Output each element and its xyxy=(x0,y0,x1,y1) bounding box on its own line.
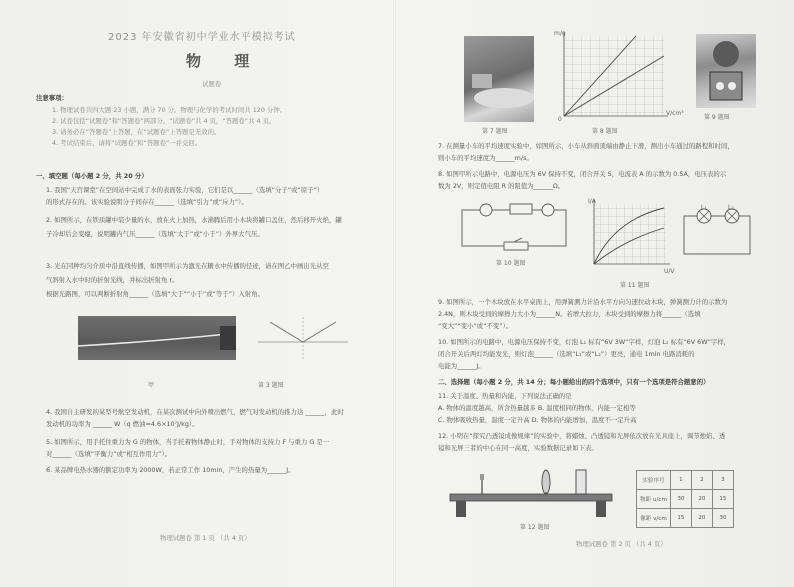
question-line: 根据光路图，可以判断折射角______（选填“大于”“小于”或“等于”）入射角。 xyxy=(46,290,264,298)
notice-item: 3. 请务必在“答题卷”上答题，在“试题卷”上答题是无效的。 xyxy=(52,128,221,136)
table-cell: 15 xyxy=(670,509,691,528)
table-cell: 15 xyxy=(712,490,733,509)
question-line: 发动机的功率为 ______ W（q 燃油=4.6×10⁷J/kg）。 xyxy=(46,420,199,428)
fig3-right-caption: 第 3 题图 xyxy=(258,382,284,389)
current-voltage-graph xyxy=(584,200,672,276)
graph-ylabel: m/g xyxy=(554,30,566,37)
subtitle: 试题卷 xyxy=(202,80,222,88)
table-row xyxy=(637,509,734,528)
table-cell: 30 xyxy=(712,509,733,528)
graph-xlabel: V/cm³ xyxy=(666,110,684,117)
question-line: 7. 在测量小车的平均速度实验中，如图所示，小车从斜面顶端由静止下滑，测出小车通过的路程和时间， xyxy=(438,142,734,150)
lamp1-label: L₁ xyxy=(701,204,707,211)
fig12-caption: 第 12 题图 xyxy=(520,524,550,531)
lamp2-label: L₂ xyxy=(728,204,734,211)
question-line: “变大”“变小”或“不变”）。 xyxy=(438,322,513,330)
question-line: 1. 我国“天宫课堂”在空间站中完成了水的表面张力实验，它们是以______（选填“分子”或“原子”） xyxy=(46,186,324,194)
question-line: C. 物体吸收热量，温度一定升高 D. 物体的内能增加，温度不一定升高 xyxy=(438,416,637,424)
hand-photo xyxy=(464,36,534,122)
question-line: 10. 如图所示的电路中，电源电压保持不变，灯泡 L₁ 标有“6V 3W”字样，灯泡 L₂ 标有“6V 6W”字样， xyxy=(438,338,731,346)
exam-title: 2023 年安徽省初中学业水平模拟考试 xyxy=(108,32,296,43)
lamp-circuit xyxy=(680,206,754,260)
question-line: 子冷却后会变瘪，说明罐内气压______（选填“大于”或“小于”）外界大气压。 xyxy=(46,230,264,238)
table-cell: 30 xyxy=(670,490,691,509)
page-footer: 物理试题卷 第 1 页 （共 4 页） xyxy=(160,534,251,542)
question-line: 5. 如图所示，用手托住重力为 G 的物体，当手托着物体静止时，手对物体的支持力 F 与重力 G 是一 xyxy=(46,438,330,446)
notice-item: 4. 考试结束后，请将“试题卷”和“答题卷”一并交回。 xyxy=(52,139,202,147)
question-line: 电能为______J。 xyxy=(438,362,485,370)
question-line: 则小车的平均速度为______m/s。 xyxy=(438,154,533,162)
refraction-diagram xyxy=(258,312,348,362)
question-line: 的形式存在的。该实验说明分子间存在______（选填“引力”或“斥力”）。 xyxy=(46,198,248,206)
fig3-left-caption: 甲 xyxy=(148,382,155,389)
section-heading: 一、填空题（每小题 2 分，共 20 分） xyxy=(36,172,148,180)
table-header: 3 xyxy=(712,471,733,490)
mass-volume-graph xyxy=(554,32,672,124)
circuit-diagram xyxy=(456,196,572,254)
table-cell: 20 xyxy=(691,490,712,509)
right-page xyxy=(396,0,794,587)
question-line: 6. 某品牌电热水器的额定功率为 2000W，若正常工作 10min，产生的热量为______J。 xyxy=(46,466,295,474)
notice-item: 2. 试卷包括“试题卷”和“答题卷”两部分。“试题卷”共 4 页，“答题卷”共 4 页。 xyxy=(52,117,276,125)
notice-item: 1. 物理试卷共四大题 23 小题，满分 70 分。物理与化学的考试时间共 120 分钟。 xyxy=(52,106,287,114)
fig7-caption: 第 7 题图 xyxy=(482,128,508,135)
table-header: 1 xyxy=(670,471,691,490)
table-header-row xyxy=(637,471,734,490)
laser-photo xyxy=(78,316,236,360)
question-line: 9. 如图所示，一个木块放在水平桌面上，用弹簧测力计沿水平方向匀速拉动木块，弹簧测力计的示数为 xyxy=(438,298,728,306)
subject-title: 物 理 xyxy=(186,52,264,70)
left-page xyxy=(0,0,395,587)
optical-bench xyxy=(446,466,616,522)
fig9-caption: 第 9 题图 xyxy=(704,114,730,121)
table-cell: 物距 u/cm xyxy=(637,490,671,509)
question-line: A. 物体的温度越高，所含热量越多 B. 温度相同的物体，内能一定相等 xyxy=(438,404,636,412)
question-line: 对______（选填“平衡力”或“相互作用力”）。 xyxy=(46,450,172,458)
table-cell: 20 xyxy=(691,509,712,528)
table-header: 实验序号 xyxy=(637,471,671,490)
fig8-caption: 第 8 题图 xyxy=(592,128,618,135)
table-header: 2 xyxy=(691,471,712,490)
question-line: 3. 光在同种均匀介质中沿直线传播，如图甲所示为激光在糖水中传播的径迹，请在图乙中画出光从空 xyxy=(46,262,329,270)
graph2-xlabel: U/V xyxy=(664,268,675,275)
question-line: 8. 如图甲所示电路中，电源电压为 6V 保持不变，闭合开关 S，电流表 A 的示数为 0.5A，电压表的示 xyxy=(438,170,727,178)
child-photo xyxy=(696,34,756,108)
notice-heading: 注意事项： xyxy=(36,94,68,102)
table-row xyxy=(637,490,734,509)
question-line: 气斜射入水中时的折射光线，并标出折射角 r。 xyxy=(46,276,179,284)
graph2-ylabel: I/A xyxy=(588,198,596,205)
question-line: 闭合开关后两灯均能发光，则灯泡______（选填“L₁”或“L₂”）更亮，通电 1min 电路消耗的 xyxy=(438,350,695,358)
fig11-caption: 第 11 题图 xyxy=(620,282,650,289)
question-line: 11. 关于温度、热量和内能，下列说法正确的是 xyxy=(438,392,572,400)
experiment-table xyxy=(636,470,734,528)
section-heading: 二、选择题（每小题 2 分，共 14 分；每小题给出的四个选项中，只有一个选项是符合题意的） xyxy=(438,378,710,386)
page-footer: 物理试题卷 第 2 页 （共 4 页） xyxy=(576,540,667,548)
question-line: 镜和光屏三者的中心在同一高度，实验数据记录如下表。 xyxy=(438,444,598,452)
question-line: 数为 2V，则定值电阻 R 的阻值为______Ω。 xyxy=(438,182,565,190)
question-line: 2.4N，则木块受到的摩擦力大小为______N。若增大拉力，木块受到的摩擦力将______（选填 xyxy=(438,310,701,318)
graph-origin: 0 xyxy=(558,116,562,123)
question-line: 4. 我国自主研发的某型号航空发动机，在某次测试中向外喷出燃气，燃气对发动机的推力达 ______，此时 xyxy=(46,408,344,416)
question-line: 2. 如图所示，在铁质罐中装少量的水，放在火上加热，水沸腾后用小木块将罐口盖住，然后移开火焰，罐 xyxy=(46,216,342,224)
fig10-caption: 第 10 题图 xyxy=(496,260,526,267)
table-cell: 像距 v/cm xyxy=(637,509,671,528)
question-line: 12. 小明在“探究凸透镜成像规律”的实验中，将蜡烛、凸透镜和光屏依次放在光具座上，调节烛焰、透 xyxy=(438,432,726,440)
